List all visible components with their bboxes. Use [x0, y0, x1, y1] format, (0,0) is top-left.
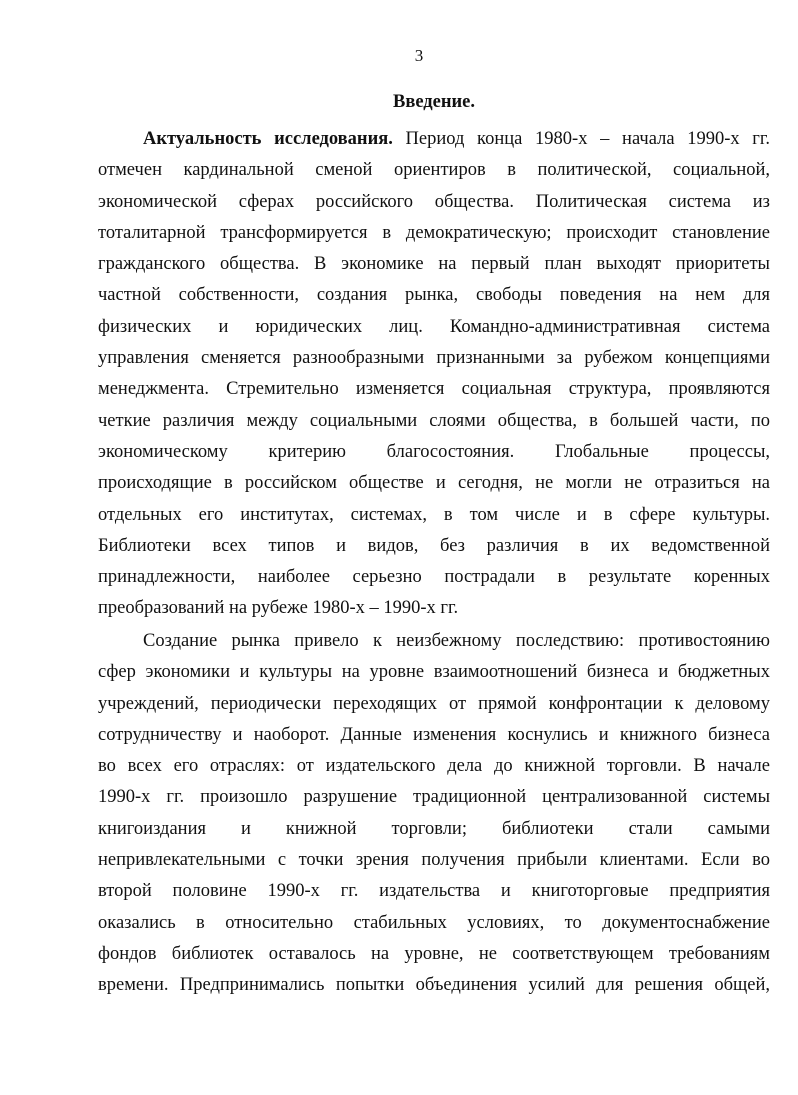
text-line: фондов библиотек оставалось на уровне, не соответствующем требованиям — [98, 943, 770, 964]
lead-phrase: Актуальность исследования. — [143, 129, 393, 149]
text-line: происходящие в российском обществе и сегодня, не могли не отразиться на — [98, 473, 770, 494]
text-line: частной собственности, создания рынка, свободы поведения на нем для — [98, 285, 770, 306]
text-line: четкие различия между социальными слоями общества, в большей части, по — [98, 410, 770, 431]
text-line: физических и юридических лиц. Командно-административная система — [98, 316, 770, 337]
section-heading: Введение. — [392, 92, 476, 112]
text-line: экономическому критерию благосостояния. Глобальные процессы, — [98, 441, 770, 462]
text-line: принадлежности, наиболее серьезно пострадали в результате коренных — [98, 567, 770, 588]
text-line: Библиотеки всех типов и видов, без различия в их ведомственной — [98, 535, 770, 556]
paragraph-relevance — [98, 124, 770, 625]
text-line: оказались в относительно стабильных условиях, то документоснабжение — [98, 912, 770, 933]
text-line — [98, 124, 770, 155]
text-line: сфер экономики и культуры на уровне взаимоотношений бизнеса и бюджетных — [98, 662, 770, 683]
text-line: Создание рынка привело к неизбежному последствию: противостоянию — [143, 631, 770, 651]
text-line: гражданского общества. В экономике на первый план выходят приоритеты — [98, 254, 770, 275]
text-line: преобразований на рубеже 1980-х – 1990-х гг. — [98, 598, 459, 619]
text-line: управления сменяется разнообразными признанными за рубежом концепциями — [98, 348, 770, 369]
text-line: во всех его отраслях: от издательского дела до книжной торговли. В начале — [98, 756, 770, 777]
text-line: второй половине 1990-х гг. издательства и книготорговые предприятия — [98, 881, 770, 902]
paragraph-market — [98, 626, 770, 1002]
text-line: непривлекательными с точки зрения получения прибыли клиентами. Если во — [98, 850, 770, 871]
line-text: Период конца 1980-х – начала 1990-х гг. — [392, 129, 770, 149]
text-line: сотрудничеству и наоборот. Данные изменения коснулись и книжного бизнеса — [98, 724, 770, 745]
text-line: 1990-х гг. произошло разрушение традиционной централизованной системы — [98, 787, 770, 808]
text-line: менеджмента. Стремительно изменяется социальная структура, проявляются — [98, 379, 770, 400]
text-line: тоталитарной трансформируется в демократическую; происходит становление — [98, 222, 770, 243]
page-number: 3 — [414, 46, 424, 65]
text-line: учреждений, периодически переходящих от прямой конфронтации к деловому — [98, 693, 770, 714]
text-line: отмечен кардинальной сменой ориентиров в политической, социальной, — [98, 160, 770, 181]
text-line: времени. Предпринимались попытки объединения усилий для решения общей, — [98, 975, 770, 996]
text-line: отдельных его институтах, системах, в том числе и в сфере культуры. — [98, 504, 770, 525]
text-line: экономической сферах российского общества. Политическая система из — [98, 191, 770, 212]
text-line: книгоиздания и книжной торговли; библиотеки стали самыми — [98, 818, 770, 839]
